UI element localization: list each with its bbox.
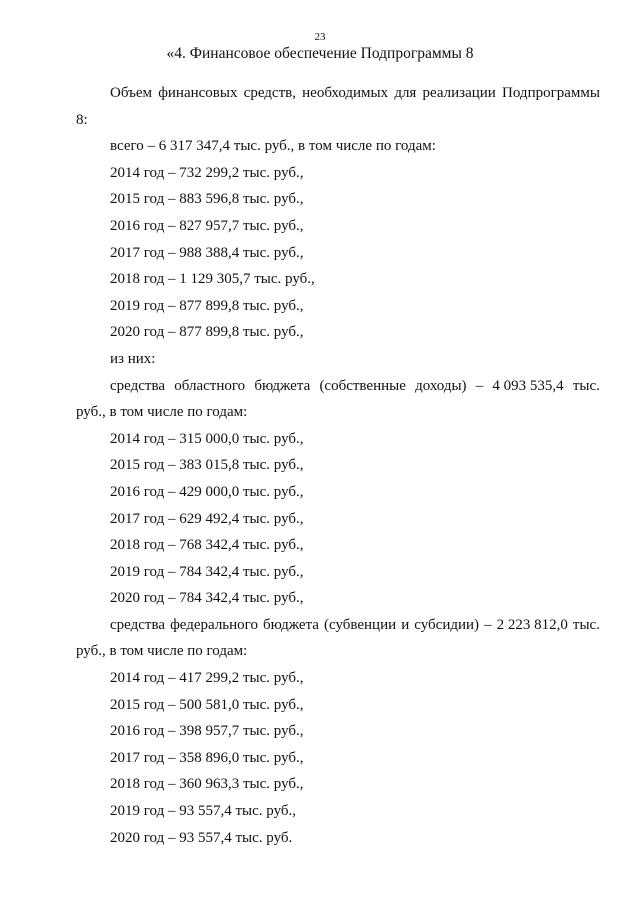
- word: (субвенции: [323, 616, 397, 633]
- word: бюджета: [254, 377, 311, 394]
- year-line: 2018 год – 360 963,3 тыс. руб.,: [110, 776, 304, 793]
- year-line: 2020 год – 93 557,4 тыс. руб.: [110, 829, 293, 846]
- word: необходимых: [302, 85, 389, 101]
- word: средства: [110, 616, 166, 633]
- federal-line-2: руб., в том числе по годам:: [76, 643, 248, 660]
- word: реализации: [422, 85, 496, 101]
- word: –: [484, 616, 492, 633]
- intro-line-2: 8:: [76, 111, 88, 128]
- word: (собственные: [319, 377, 406, 394]
- page-number: 23: [314, 31, 326, 43]
- word: тыс.: [572, 377, 600, 394]
- word: 4 093 535,4: [492, 377, 564, 394]
- federal-line-1: [76, 612, 600, 639]
- year-line: 2016 год – 429 000,0 тыс. руб.,: [110, 483, 304, 500]
- word: финансовых: [158, 85, 238, 101]
- word: бюджета: [263, 616, 319, 633]
- year-line: 2018 год – 1 129 305,7 тыс. руб.,: [110, 271, 315, 288]
- year-line: 2014 год – 732 299,2 тыс. руб.,: [110, 164, 304, 181]
- year-line: 2017 год – 988 388,4 тыс. руб.,: [110, 244, 304, 261]
- of-them-label: из них:: [110, 350, 156, 367]
- total-line: всего – 6 317 347,4 тыс. руб., в том числе по годам:: [110, 138, 436, 155]
- word: субсидии): [414, 616, 480, 633]
- word: 2 223 812,0: [496, 616, 568, 633]
- year-line: 2019 год – 784 342,4 тыс. руб.,: [110, 563, 304, 580]
- year-line: 2020 год – 784 342,4 тыс. руб.,: [110, 590, 304, 607]
- regional-by-year-list: [76, 426, 600, 612]
- year-line: 2016 год – 398 957,7 тыс. руб.,: [110, 723, 304, 740]
- regional-line-1: [76, 373, 600, 400]
- section-heading: «4. Финансовое обеспечение Подпрограммы 8: [166, 45, 474, 62]
- total-by-year-list: [76, 160, 600, 346]
- word: средства: [110, 377, 166, 394]
- year-line: 2017 год – 629 492,4 тыс. руб.,: [110, 510, 304, 527]
- word: средств,: [243, 85, 296, 101]
- document-body: [76, 80, 600, 851]
- year-line: 2018 год – 768 342,4 тыс. руб.,: [110, 537, 304, 554]
- regional-line-2: руб., в том числе по годам:: [76, 404, 248, 421]
- word: Объем: [110, 85, 152, 101]
- year-line: 2014 год – 417 299,2 тыс. руб.,: [110, 670, 304, 687]
- federal-by-year-list: [76, 665, 600, 851]
- word: Подпрограммы: [502, 85, 600, 101]
- word: –: [475, 377, 484, 394]
- word: федерального: [170, 616, 258, 633]
- year-line: 2016 год – 827 957,7 тыс. руб.,: [110, 217, 304, 234]
- year-line: 2015 год – 500 581,0 тыс. руб.,: [110, 696, 304, 713]
- year-line: 2014 год – 315 000,0 тыс. руб.,: [110, 430, 304, 447]
- intro-line-1: [76, 80, 600, 107]
- year-line: 2020 год – 877 899,8 тыс. руб.,: [110, 324, 304, 341]
- year-line: 2015 год – 883 596,8 тыс. руб.,: [110, 191, 304, 208]
- word: тыс.: [572, 616, 600, 633]
- word: для: [394, 85, 417, 101]
- year-line: 2015 год – 383 015,8 тыс. руб.,: [110, 457, 304, 474]
- year-line: 2019 год – 877 899,8 тыс. руб.,: [110, 297, 304, 314]
- word: и: [401, 616, 410, 633]
- word: областного: [174, 377, 246, 394]
- year-line: 2017 год – 358 896,0 тыс. руб.,: [110, 749, 304, 766]
- year-line: 2019 год – 93 557,4 тыс. руб.,: [110, 803, 297, 820]
- word: доходы): [415, 377, 467, 394]
